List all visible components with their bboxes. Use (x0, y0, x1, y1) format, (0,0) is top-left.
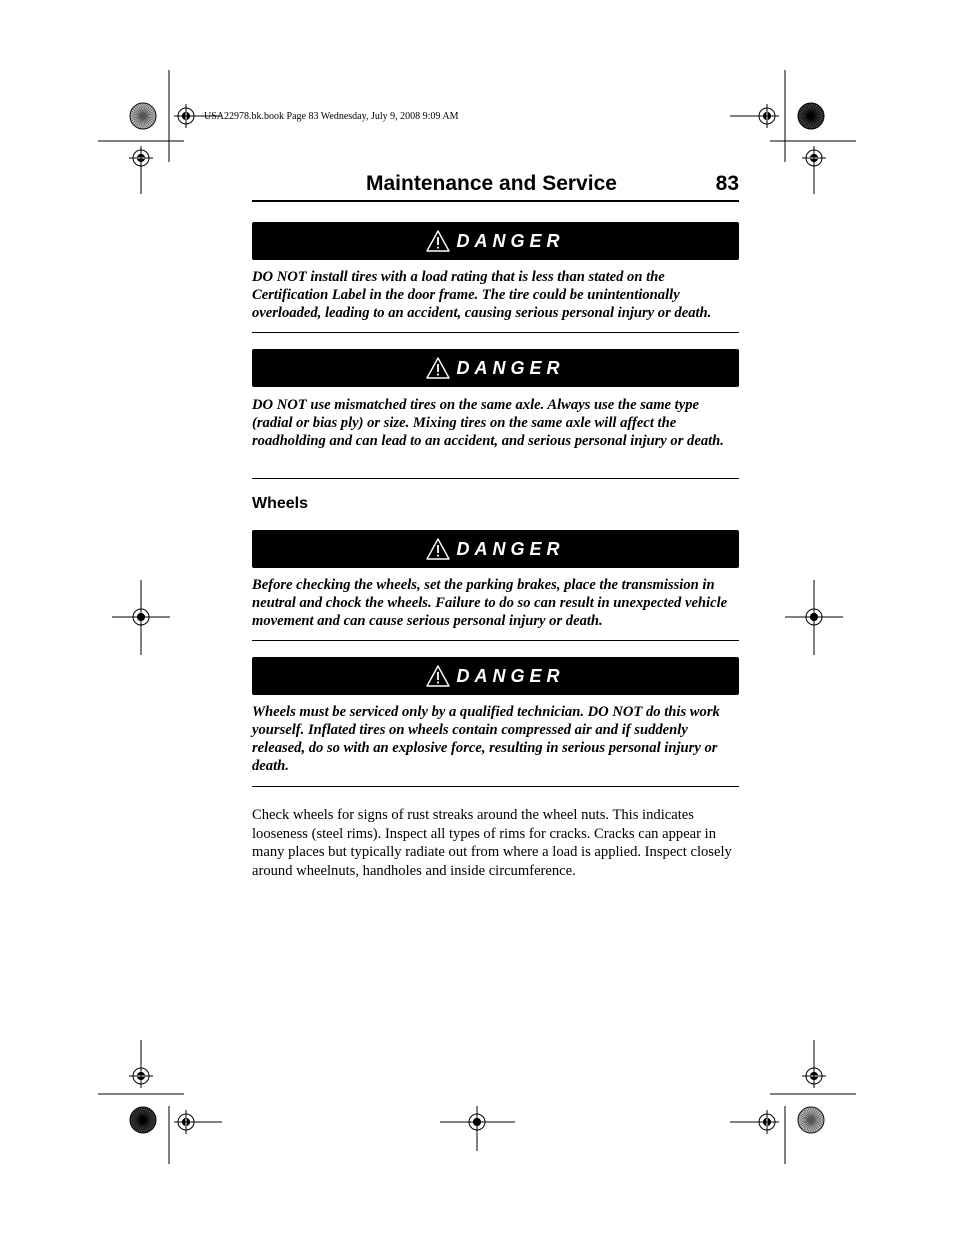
starburst-target-icon (130, 1107, 156, 1133)
section-divider (252, 786, 739, 787)
danger-banner (252, 349, 739, 387)
section-divider (252, 332, 739, 333)
danger-text: DO NOT use mismatched tires on the same axle. Always use the same type (radial or bias ply) or size. Mixing tires on the same axle will affect the roadholding and can lead to an accident, and serious personal injury or death. (252, 397, 724, 449)
starburst-target-icon (798, 1107, 824, 1133)
page-number: 83 (715, 172, 739, 195)
print-slug: USA22978.bk.book Page 83 Wednesday, July 9, 2008 9:09 AM (204, 111, 459, 122)
danger-banner (252, 657, 739, 695)
warning-triangle-icon (426, 665, 450, 687)
page-header (252, 170, 739, 202)
danger-banner (252, 530, 739, 568)
danger-label: DANGER (456, 230, 565, 251)
starburst-target-icon (798, 103, 824, 129)
danger-text: DO NOT install tires with a load rating that is less than stated on the Certification Label in the door frame. The tire could be unintentionally overloaded, leading to an accident, causing serious personal injury or death. (252, 269, 712, 321)
page-title: Maintenance and Service (366, 172, 617, 195)
section-heading: Wheels (252, 495, 309, 512)
section-divider (252, 478, 739, 479)
danger-label: DANGER (456, 357, 565, 378)
danger-label: DANGER (456, 665, 565, 686)
danger-text: Before checking the wheels, set the parking brakes, place the transmission in neutral and chock the wheels. Failure to do so can result in unexpected vehicle movement and can cause serious personal injury or death. (252, 577, 728, 629)
warning-triangle-icon (426, 538, 450, 560)
warning-triangle-icon (426, 230, 450, 252)
warning-triangle-icon (426, 357, 450, 379)
danger-label: DANGER (456, 538, 565, 559)
section-divider (252, 640, 739, 641)
danger-text: Wheels must be serviced only by a qualified technician. DO NOT do this work yourself. Inflated tires on wheels contain compressed air and if suddenly released, do so with an explosive force, resulting in serious personal injury or death. (252, 704, 720, 774)
body-paragraph: Check wheels for signs of rust streaks around the wheel nuts. This indicates looseness (steel rims). Inspect all types of rims for cracks. Cracks can appear in many places but typically radiate out from where a load is applied. Inspect closely around wheelnuts, handholes and inside circumference. (252, 807, 732, 879)
starburst-target-icon (130, 103, 156, 129)
danger-banner (252, 222, 739, 260)
